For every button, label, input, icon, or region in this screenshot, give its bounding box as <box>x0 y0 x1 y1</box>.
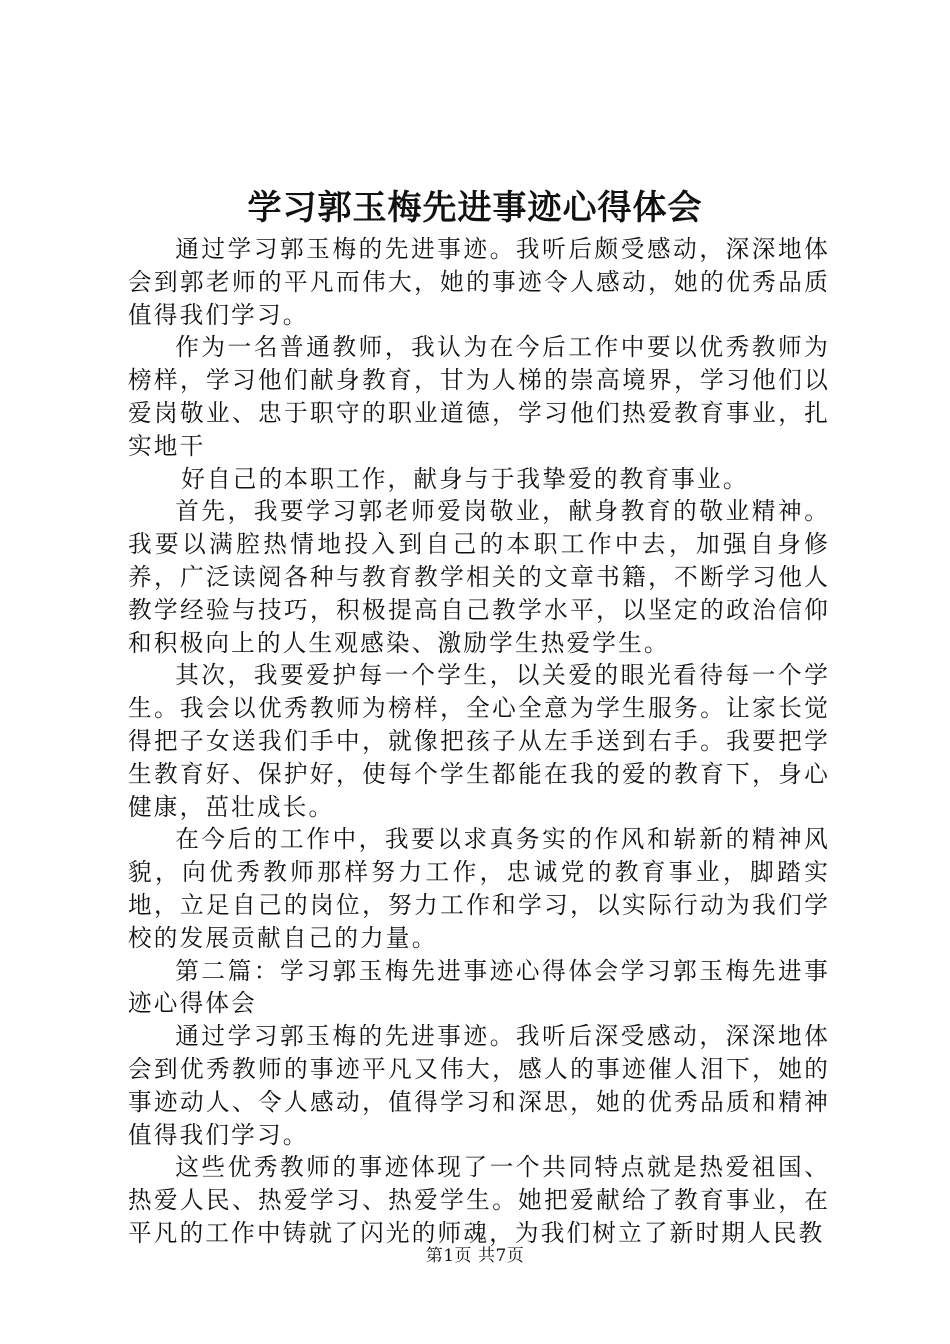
paragraph-2-continuation: 好自己的本职工作，献身与于我挚爱的教育事业。 <box>181 464 749 493</box>
document-body <box>128 233 830 1250</box>
paragraph-5: 在今后的工作中，我要以求真务实的作风和崭新的精神风貌，向优秀教师那样努力工作，忠诚党的教育事业，脚踏实地，立足自己的岗位，努力工作和学习，以实际行动为我们学校的发展贡献自己的力量。 <box>128 825 830 952</box>
section-heading-part-two: 第二篇：学习郭玉梅先进事迹心得体会学习郭玉梅先进事迹心得体会 <box>128 956 830 1018</box>
paragraph-3: 首先，我要学习郭老师爱岗敬业，献身教育的敬业精神。我要以满腔热情地投入到自己的本职工作中去，加强自身修养，广泛读阅各种与教育教学相关的文章书籍，不断学习他人教学经验与技巧，积极提高自己教学水平，以坚定的政治信仰和积极向上的人生观感染、激励学生热爱学生。 <box>128 497 830 657</box>
paragraph-2: 作为一名普通教师，我认为在今后工作中要以优秀教师为榜样，学习他们献身教育，甘为人梯的崇高境界，学习他们以爱岗敬业、忠于职守的职业道德，学习他们热爱教育事业，扎实地干 <box>128 333 830 460</box>
paragraph-7: 这些优秀教师的事迹体现了一个共同特点就是热爱祖国、热爱人民、热爱学习、热爱学生。她把爱献给了教育事业，在平凡的工作中铸就了闪光的师魂，为我们树立了新时期人民教 <box>128 1153 830 1247</box>
paragraph-4: 其次，我要爱护每一个学生，以关爱的眼光看待每一个学生。我会以优秀教师为榜样，全心全意为学生服务。让家长觉得把子女送我们手中，就像把孩子从左手送到右手。我要把学生教育好、保护好，使每个学生都能在我的爱的教育下，身心健康，茁壮成长。 <box>128 661 830 821</box>
paragraph-1: 通过学习郭玉梅的先进事迹。我听后颇受感动，深深地体会到郭老师的平凡而伟大，她的事迹令人感动，她的优秀品质值得我们学习。 <box>128 235 830 329</box>
paragraph-6: 通过学习郭玉梅的先进事迹。我听后深受感动，深深地体会到优秀教师的事迹平凡又伟大，感人的事迹催人泪下，她的事迹动人、令人感动，值得学习和深思，她的优秀品质和精神值得我们学习。 <box>128 1022 830 1149</box>
page-footer: 第1页 共7页 <box>425 1246 525 1266</box>
document-title: 学习郭玉梅先进事迹心得体会 <box>247 188 703 228</box>
